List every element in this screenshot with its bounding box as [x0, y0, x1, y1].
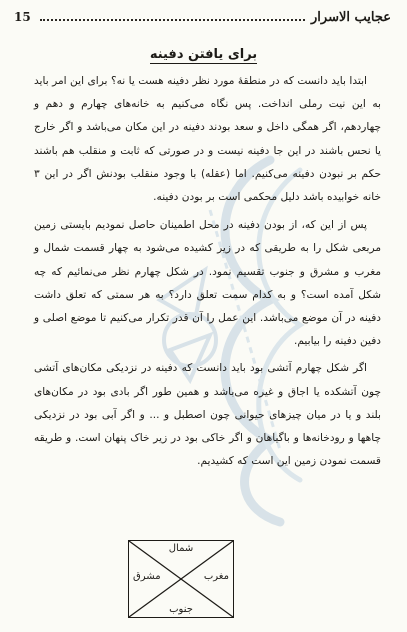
paragraph-3: اگر شکل چهارم آتشی بود باید دانست که دفینه در نزدیکی مکان‌های آتشی چون آتشکده یا اجاق و غیره می‌باشد و همین طور اگر بادی بود در مکان‌های بلند و یا در میان چیزهای حیوانی چون اصطبل و ... و اگر آبی بود در نزدیکی چاهها و رودخانه‌ها و باگیاهان و اگر خاکی بود در زیر خاک پنهان است. و طریقه قسمت نمودن زمین این است که کشیدیم. [34, 362, 381, 468]
page-number: 15 [14, 10, 31, 24]
header-dotted-rule [40, 19, 305, 21]
section-heading [0, 47, 407, 62]
running-header [14, 10, 391, 30]
body-text [34, 70, 381, 473]
paragraph-2: پس از این که، از بودن دفینه در محل اطمینان حاصل نمودیم بایستی زمین مربعی شکل را به طریقی که در زیر کشیده می‌شود به چهار قسمت شمال و مغرب و مشرق و جنوب تقسیم نمود. در شکل چهارم نظر می‌نمائیم که چه شکل آمده است؟ و به کدام سمت تعلق دارد؟ به هر سمتی که تعلق داشت دفینه در آن موضع می‌باشد. این عمل را آن قدر تکرار می‌کنیم تا موضع اصلی و دفین دفینه را بیابیم. [34, 219, 381, 348]
diagram-label-east: مشرق [133, 571, 161, 582]
running-header-title: عجایب الاسرار [311, 10, 391, 25]
diagram-label-south: جنوب [169, 604, 193, 615]
diagram-label-north: شمال [168, 543, 194, 554]
section-heading-text: برای یافتن دفینه [149, 47, 258, 62]
diagram-label-west: مغرب [203, 571, 229, 582]
direction-diagram [128, 540, 234, 618]
paragraph-1: ابتدا باید دانست که در منطقهٔ مورد نظر دفینه هست یا نه؟ برای این امر باید به این نیت رملی انداخت. پس نگاه می‌کنیم به خانه‌های چهارم و دهم و چهاردهم، اگر همگی داخل و سعد بودند دفینه در این مکان می‌باشد و اگر خارج یا نحس باشند در این جا دفینه نیست و در صورتی که ثابت و منقلب هم باشند حکم بر نبودن دفینه می‌کنیم. اما (عقله) با وجود منقلب بودنش اگر در این ۳ خانه خوابیده باشد دلیل محکمی است بر بودن دفینه. [34, 75, 381, 204]
